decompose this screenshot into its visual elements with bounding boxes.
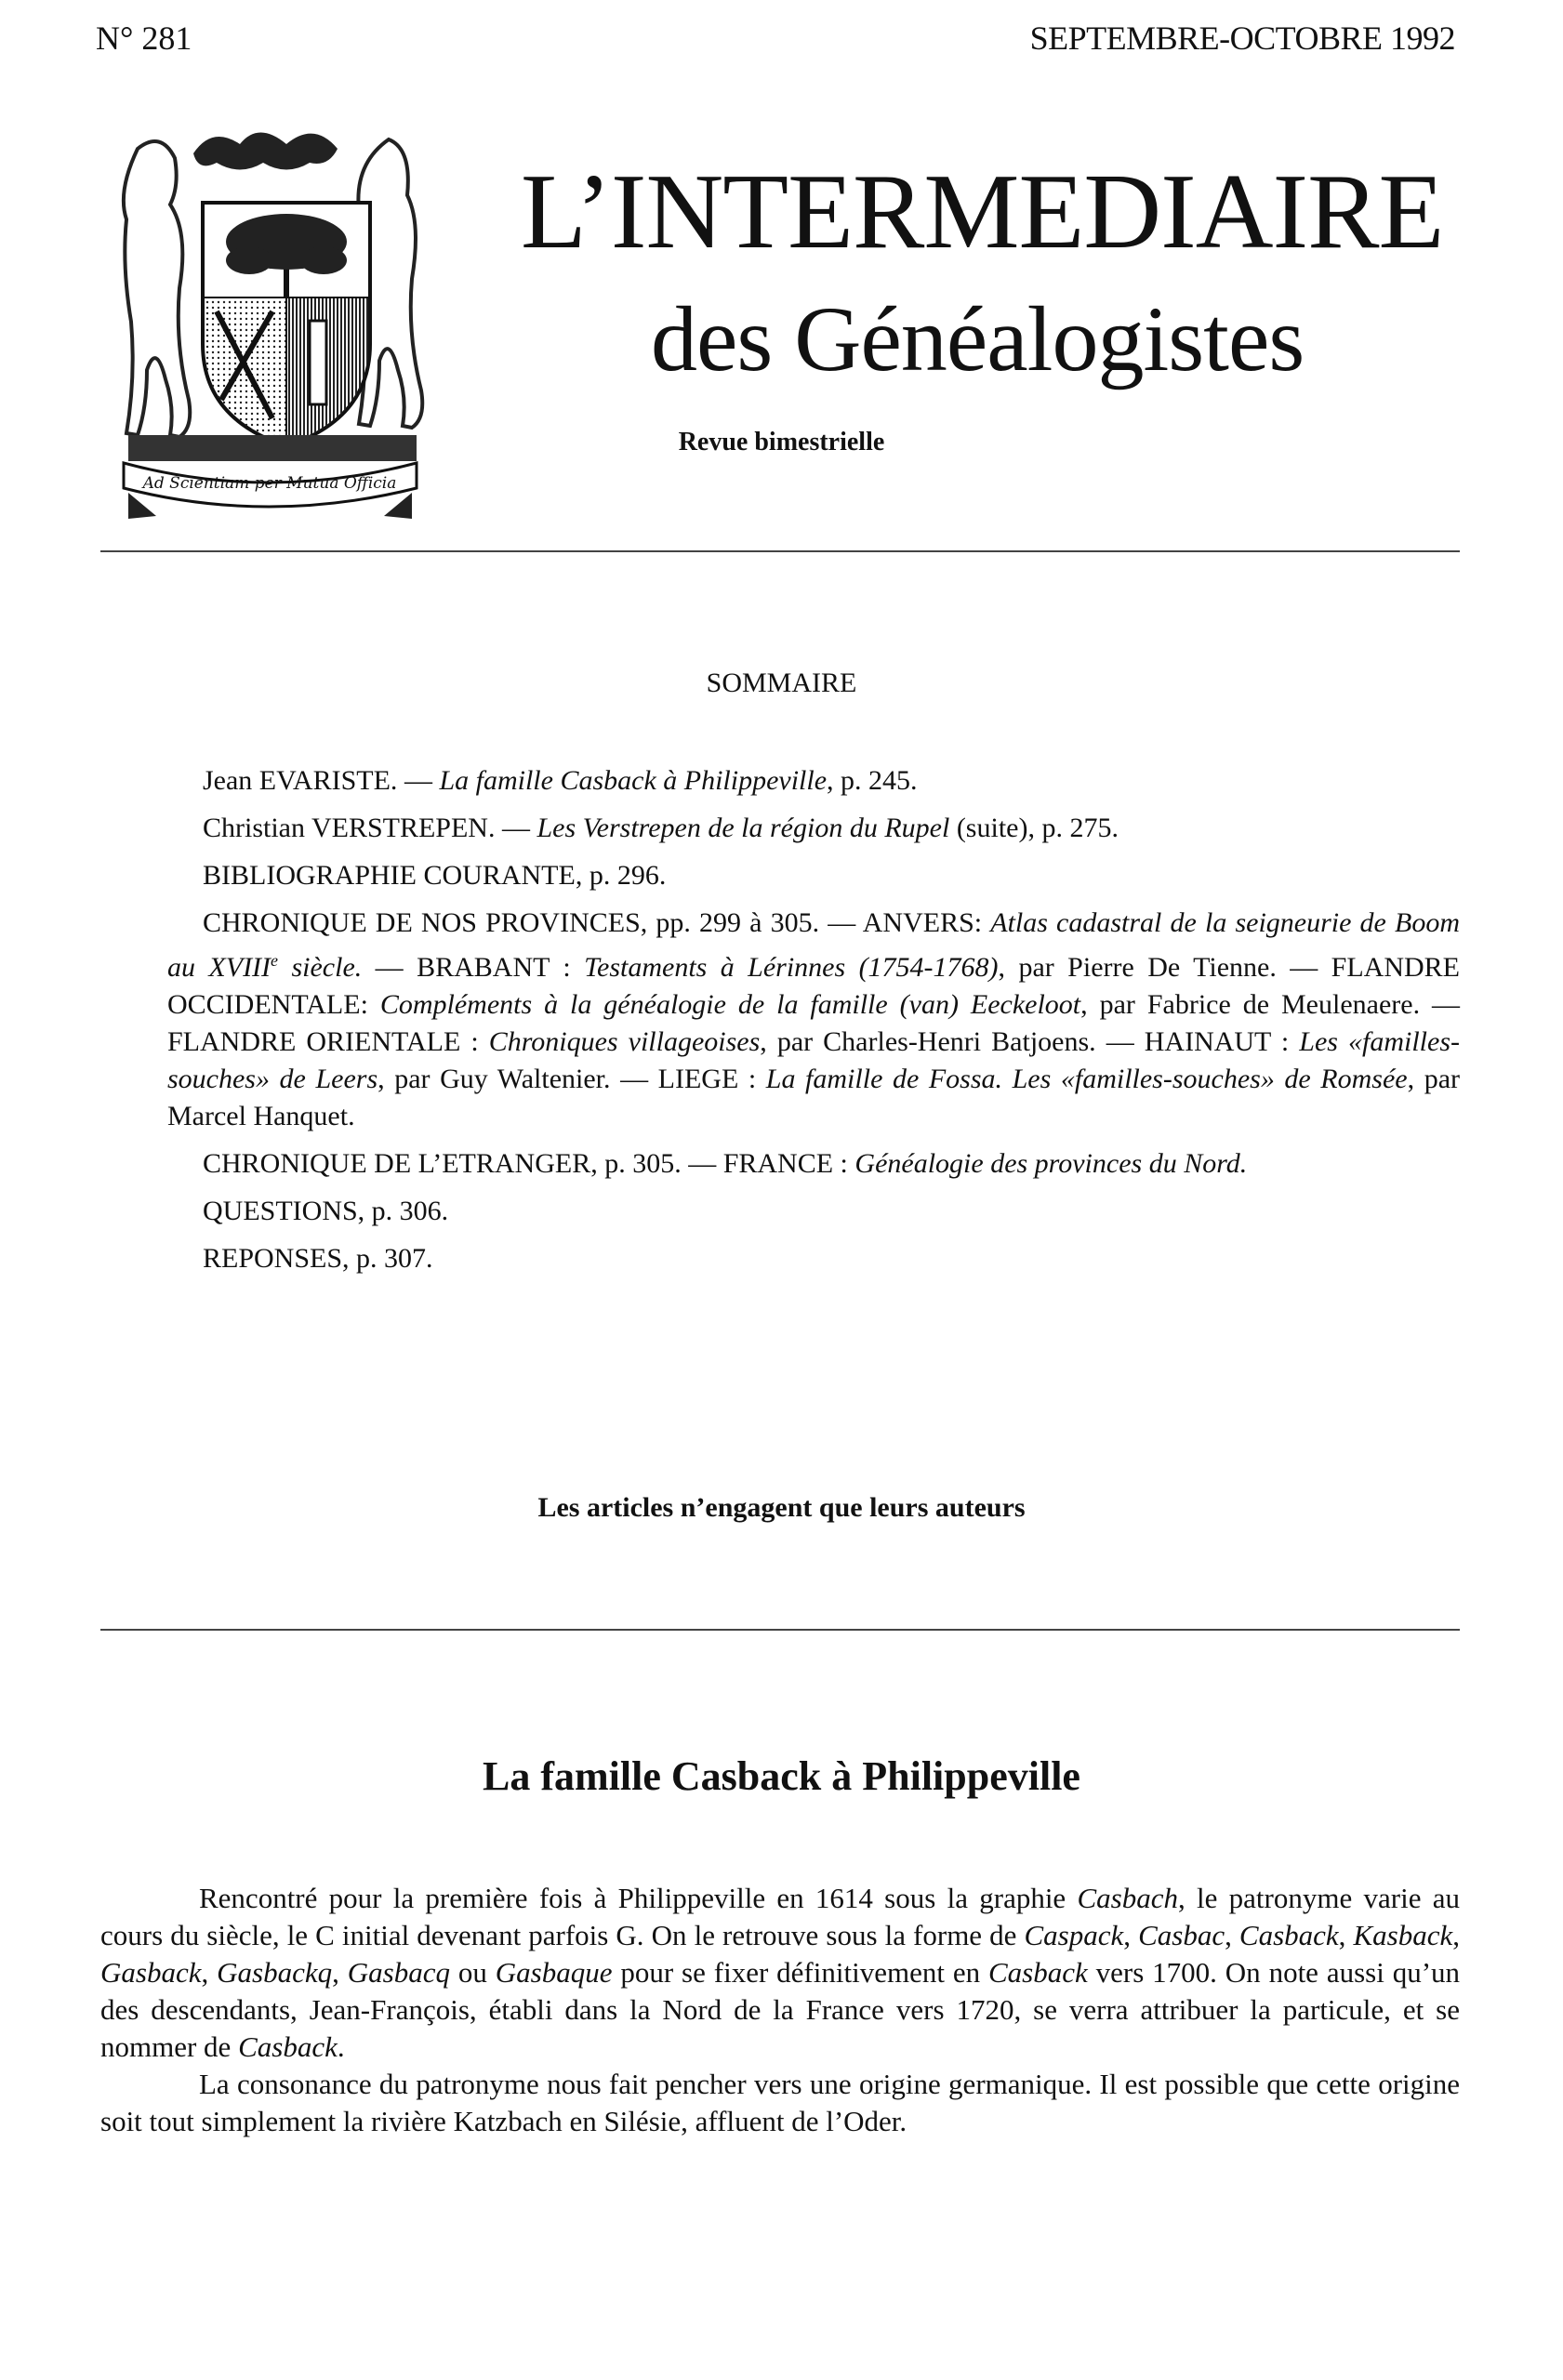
logo-motto: Ad Scientiam per Mutua Officia bbox=[142, 474, 397, 493]
article-body bbox=[100, 1880, 1460, 2140]
issue-date: SEPTEMBRE-OCTOBRE 1992 bbox=[1029, 20, 1455, 57]
publication-frequency: Revue bimestrielle bbox=[678, 428, 885, 456]
toc-entry: Jean EVARISTE. — La famille Casback à Philippeville, p. 245. bbox=[203, 765, 918, 796]
divider-top bbox=[100, 550, 1460, 552]
table-of-contents bbox=[167, 762, 1460, 1288]
toc-entry-reponses: REPONSES, p. 307. bbox=[203, 1243, 433, 1274]
article-title: La famille Casback à Philippeville bbox=[483, 1753, 1080, 1799]
masthead-subtitle: des Généalogistes bbox=[651, 287, 1305, 390]
disclaimer-notice: Les articles n’engagent que leurs auteurs bbox=[537, 1492, 1026, 1523]
coat-of-arms-icon bbox=[110, 121, 430, 521]
sommaire-heading: SOMMAIRE bbox=[706, 668, 857, 698]
toc-entry-questions: QUESTIONS, p. 306. bbox=[203, 1196, 449, 1226]
toc-entry-chronique-provinces: CHRONIQUE DE NOS PROVINCES, pp. 299 à 305. — ANVERS: Atlas cadastral de la seigneurie de Boom au XVIIIe siècle. — BRABANT : Testaments à Lérinnes (1754-1768), par Pierre De Tienne. — FLANDRE OCCIDENTALE: Compléments à la généalogie de la famille (van) Eeckeloot, par Fabrice de Meulenaere. — FLANDRE ORIENTALE : Chroniques villageoises, par Charles-Henri Batjoens. — HAINAUT : Les «familles-souches» de Leers, par Guy Waltenier. — LIEGE : La famille de Fossa. Les «familles-souches» de Romsée, par Marcel Hanquet. bbox=[167, 907, 1461, 1131]
toc-entry: Christian VERSTREPEN. — Les Verstrepen de la région du Rupel (suite), p. 275. bbox=[203, 813, 1119, 843]
toc-entry: BIBLIOGRAPHIE COURANTE, p. 296. bbox=[203, 860, 667, 891]
masthead-title: L’INTERMEDIAIRE bbox=[521, 152, 1444, 271]
article-paragraph: La consonance du patronyme nous fait pencher vers une origine germanique. Il est possible que cette origine soit tout simplement la rivière Katzbach en Silésie, affluent de l’Oder. bbox=[100, 2068, 1460, 2137]
issue-number: N° 281 bbox=[96, 20, 192, 57]
toc-entry-chronique-etranger: CHRONIQUE DE L’ETRANGER, p. 305. — FRANCE : Généalogie des provinces du Nord. bbox=[203, 1148, 1248, 1179]
article-paragraph: Rencontré pour la première fois à Philippeville en 1614 sous la graphie Casbach, le patronyme varie au cours du siècle, le C initial devenant parfois G. On le retrouve sous la forme de Caspack, Casbac, Casback, Kasback, Gasback, Gasbackq, Gasbacq ou Gasbaque pour se fixer définitivement en Casback vers 1700. On note aussi qu’un des descendants, Jean-François, établi dans la Nord de la France vers 1720, se verra attribuer la particule, et se nommer de Casback. bbox=[100, 1882, 1461, 2063]
divider-bottom bbox=[100, 1629, 1460, 1631]
